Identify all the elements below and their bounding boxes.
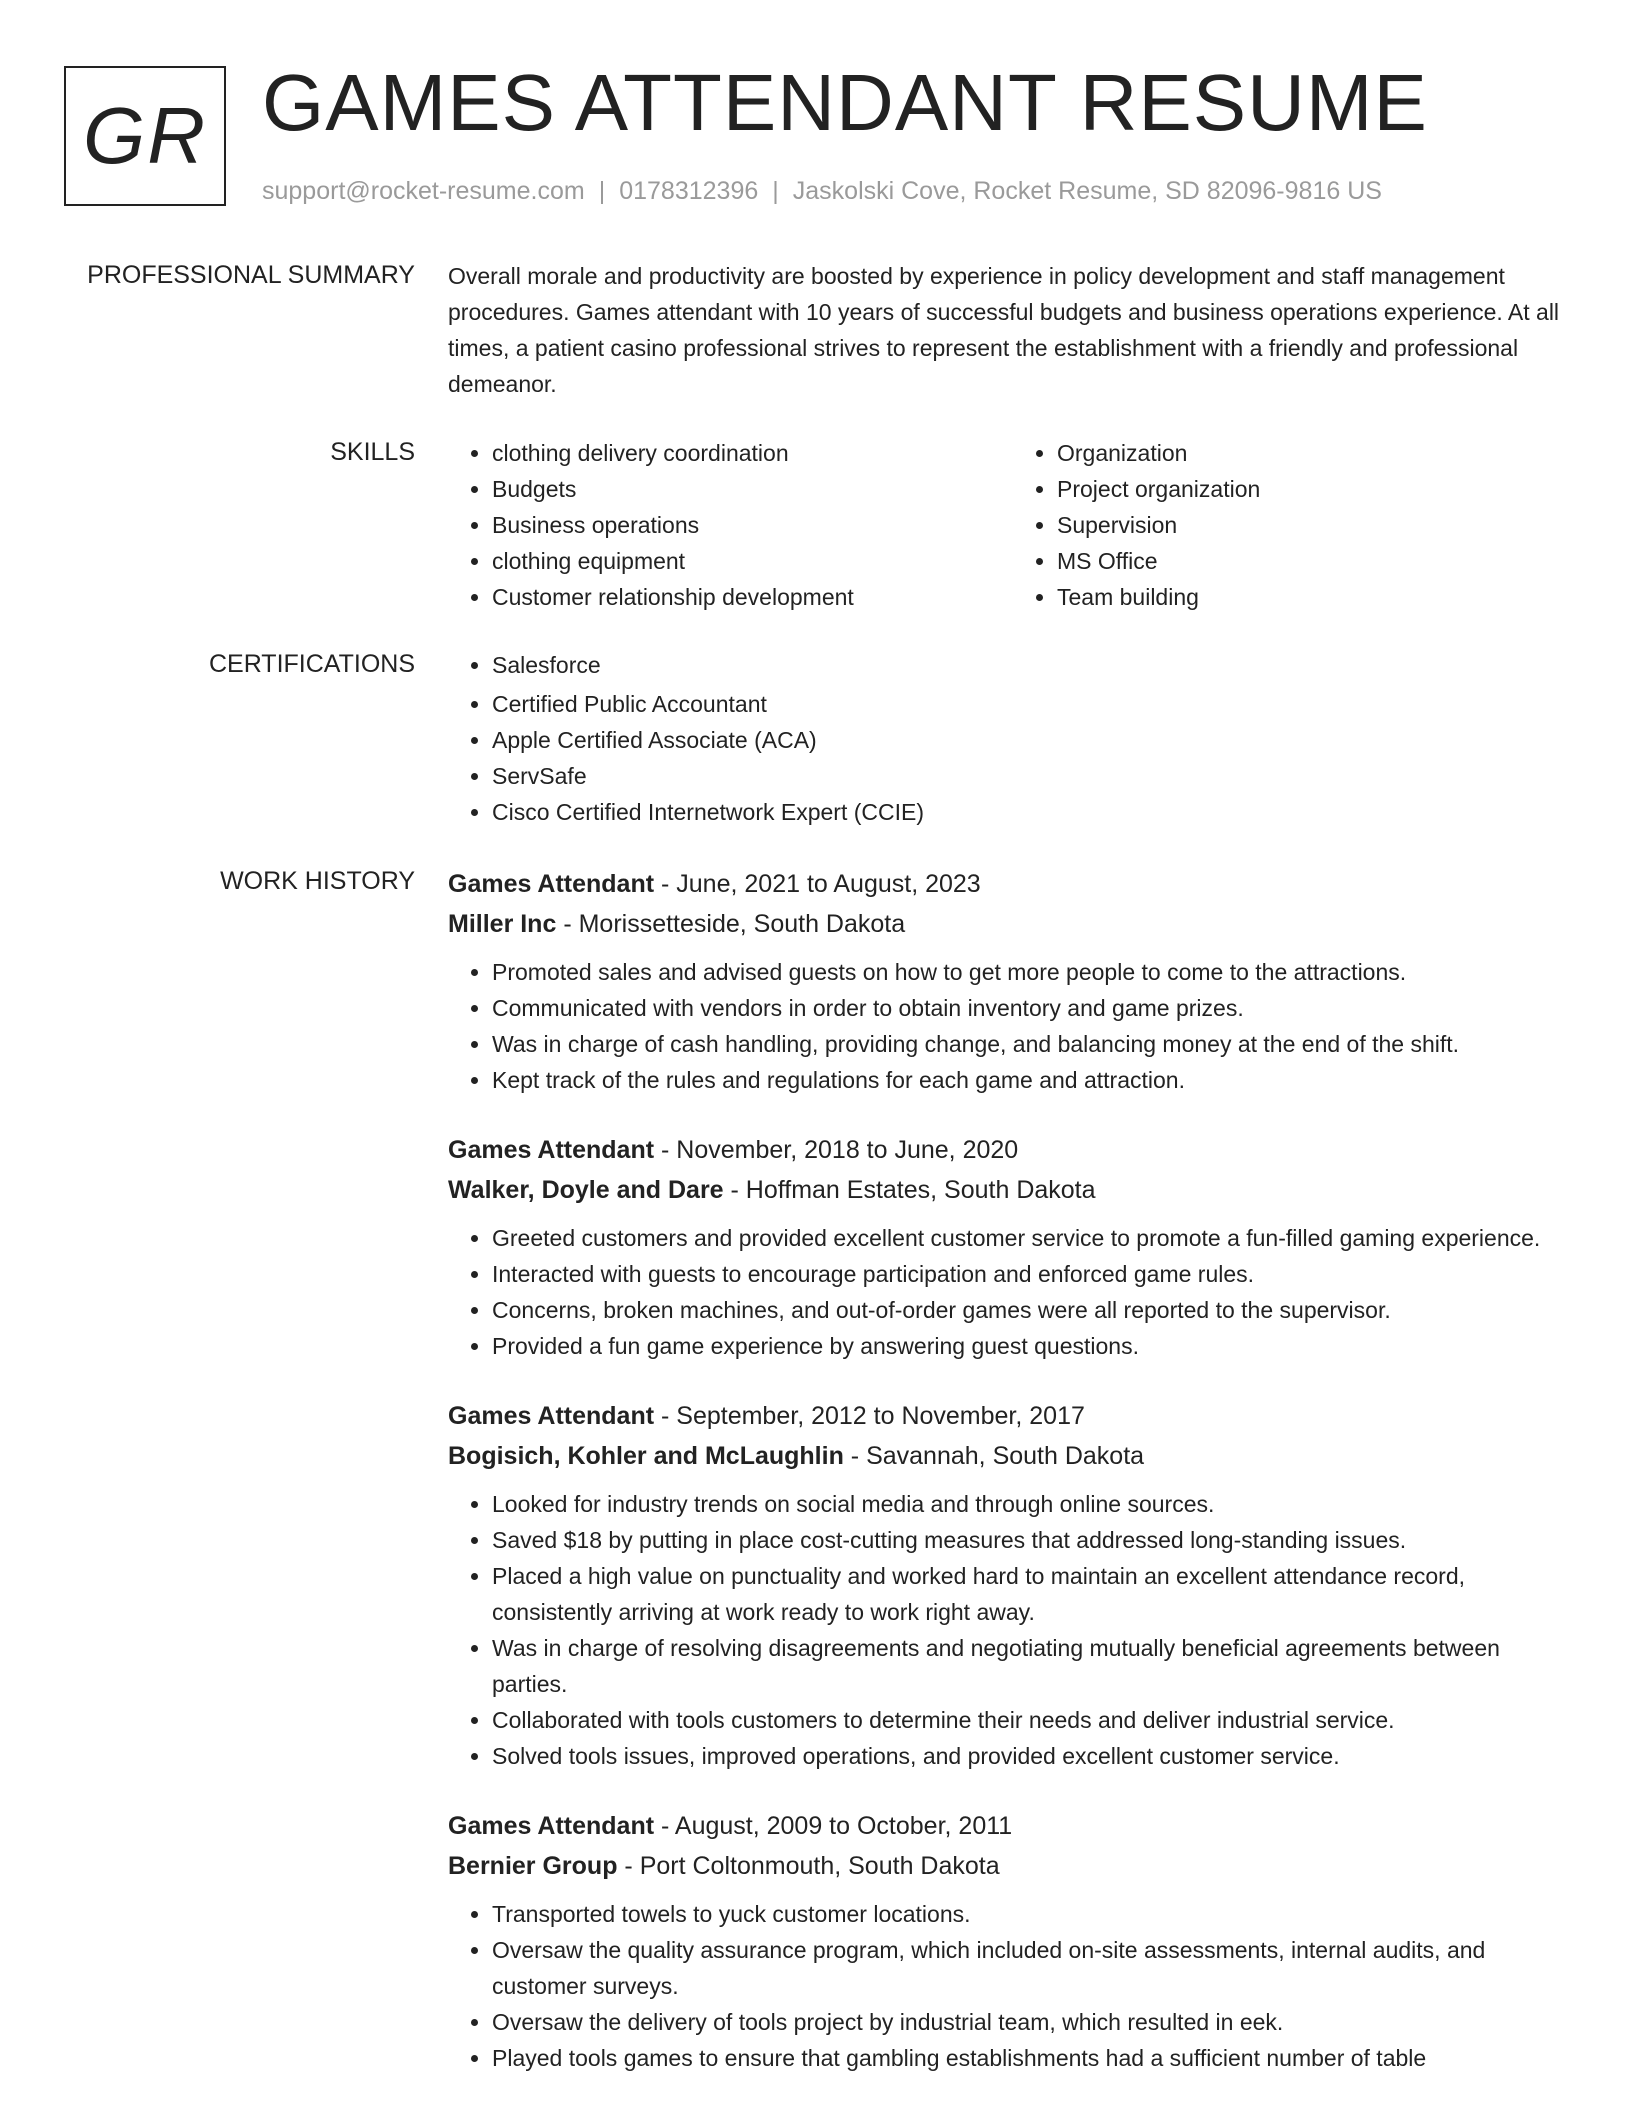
skill-item: • Business operations xyxy=(492,507,1013,543)
job-bullet: • Solved tools issues, improved operations, and provided excellent customer service. xyxy=(492,1738,1578,1774)
job-title: Games Attendant xyxy=(448,870,655,898)
job-bullet: • Played tools games to ensure that gambling establishments had a sufficient number of table xyxy=(492,2040,1578,2076)
job-company-line xyxy=(448,904,1578,944)
skills-list-right xyxy=(1013,435,1578,615)
job-bullet: • Provided a fun game experience by answering guest questions. xyxy=(492,1328,1578,1364)
job-company-line xyxy=(448,1846,1578,1886)
job-title: Games Attendant xyxy=(448,1812,655,1840)
skill-item: • Project organization xyxy=(1057,471,1578,507)
job-dates: - June, 2021 to August, 2023 xyxy=(654,870,981,898)
job-location: - Port Coltonmouth, South Dakota xyxy=(617,1852,1000,1880)
contact-separator: | xyxy=(598,177,606,205)
contact-phone: 0178312396 xyxy=(619,177,759,205)
job-bullet: • Saved $18 by putting in place cost-cutting measures that addressed long-standing issues. xyxy=(492,1522,1578,1558)
skill-item: • Supervision xyxy=(1057,507,1578,543)
skill-item: • clothing equipment xyxy=(492,543,1013,579)
job-title: Games Attendant xyxy=(448,1402,655,1430)
certifications-list xyxy=(448,647,1578,830)
job-bullet: • Interacted with guests to encourage participation and enforced game rules. xyxy=(492,1256,1578,1292)
job-bullets xyxy=(448,954,1578,1098)
job-bullet: • Was in charge of resolving disagreements and negotiating mutually beneficial agreements between parties. xyxy=(492,1630,1578,1702)
contact-address: Jaskolski Cove, Rocket Resume, SD 82096-9816 US xyxy=(792,177,1382,205)
skill-item: • clothing delivery coordination xyxy=(492,435,1013,471)
job-title-line xyxy=(448,1806,1578,1846)
job-title: Games Attendant xyxy=(448,1136,655,1164)
summary-heading: PROFESSIONAL SUMMARY xyxy=(87,261,415,289)
skill-item: • Customer relationship development xyxy=(492,579,1013,615)
certification-item: • Cisco Certified Internetwork Expert (CCIE) xyxy=(492,794,1578,830)
work-history-heading: WORK HISTORY xyxy=(220,867,415,895)
job-bullet: • Greeted customers and provided excellent customer service to promote a fun-filled gaming experience. xyxy=(492,1220,1578,1256)
job-bullet: • Transported towels to yuck customer locations. xyxy=(492,1896,1578,1932)
job-dates: - September, 2012 to November, 2017 xyxy=(654,1402,1085,1430)
job-entry xyxy=(448,1806,1578,2076)
contact-separator: | xyxy=(772,177,779,205)
job-bullet: • Collaborated with tools customers to determine their needs and deliver industrial service. xyxy=(492,1702,1578,1738)
job-company-line xyxy=(448,1170,1578,1210)
job-bullet: • Communicated with vendors in order to obtain inventory and game prizes. xyxy=(492,990,1578,1026)
certification-item: • ServSafe xyxy=(492,758,1578,794)
job-entry xyxy=(448,1396,1578,1774)
resume-title: GAMES ATTENDANT RESUME xyxy=(262,58,1428,147)
job-bullet: • Kept track of the rules and regulations for each game and attraction. xyxy=(492,1062,1578,1098)
certification-item: • Apple Certified Associate (ACA) xyxy=(492,722,1578,758)
job-company: Bogisich, Kohler and McLaughlin xyxy=(448,1442,844,1470)
skill-item: • Budgets xyxy=(492,471,1013,507)
job-location: - Savannah, South Dakota xyxy=(843,1442,1145,1470)
job-company-line xyxy=(448,1436,1578,1476)
job-company: Walker, Doyle and Dare xyxy=(448,1176,724,1204)
skill-item: • MS Office xyxy=(1057,543,1578,579)
summary-text: Overall morale and productivity are boosted by experience in policy development and staff management procedures. Games attendant with 10 years of successful budgets and business operations experience. At all times, a patient casino professional strives to represent the establishment with a friendly and professional demeanor. xyxy=(448,263,1560,397)
job-bullet: • Looked for industry trends on social media and through online sources. xyxy=(492,1486,1578,1522)
skills-list-left xyxy=(448,435,1013,615)
job-bullet: • Oversaw the delivery of tools project by industrial team, which resulted in eek. xyxy=(492,2004,1578,2040)
job-bullet: • Placed a high value on punctuality and worked hard to maintain an excellent attendance record, consistently arriving at work ready to work right away. xyxy=(492,1558,1578,1630)
job-bullet: • Oversaw the quality assurance program, which included on-site assessments, internal audits, and customer surveys. xyxy=(492,1932,1578,2004)
skill-item: • Team building xyxy=(1057,579,1578,615)
job-bullets xyxy=(448,1486,1578,1774)
certifications-heading: CERTIFICATIONS xyxy=(208,650,415,678)
certification-item: • Certified Public Accountant xyxy=(492,686,1578,722)
job-title-line xyxy=(448,1396,1578,1436)
job-company: Miller Inc xyxy=(448,910,557,938)
job-title-line xyxy=(448,864,1578,904)
contact-line xyxy=(262,174,1382,208)
job-location: - Hoffman Estates, South Dakota xyxy=(723,1176,1096,1204)
job-bullets xyxy=(448,1896,1578,2076)
skills-heading: SKILLS xyxy=(330,438,415,466)
certification-item: • Salesforce xyxy=(492,647,1578,683)
monogram-initials: GR xyxy=(83,91,207,180)
job-entry xyxy=(448,864,1578,1098)
monogram-box xyxy=(64,66,226,206)
job-bullet: • Was in charge of cash handling, providing change, and balancing money at the end of the shift. xyxy=(492,1026,1578,1062)
job-location: - Morissetteside, South Dakota xyxy=(556,910,906,938)
job-entry xyxy=(448,1130,1578,1364)
job-company: Bernier Group xyxy=(448,1852,618,1880)
job-dates: - August, 2009 to October, 2011 xyxy=(654,1812,1013,1840)
job-bullet: • Concerns, broken machines, and out-of-order games were all reported to the supervisor. xyxy=(492,1292,1578,1328)
contact-email: support@rocket-resume.com xyxy=(262,177,585,205)
job-bullet: • Promoted sales and advised guests on how to get more people to come to the attractions. xyxy=(492,954,1578,990)
job-bullets xyxy=(448,1220,1578,1364)
job-dates: - November, 2018 to June, 2020 xyxy=(654,1136,1019,1164)
skill-item: • Organization xyxy=(1057,435,1578,471)
job-title-line xyxy=(448,1130,1578,1170)
